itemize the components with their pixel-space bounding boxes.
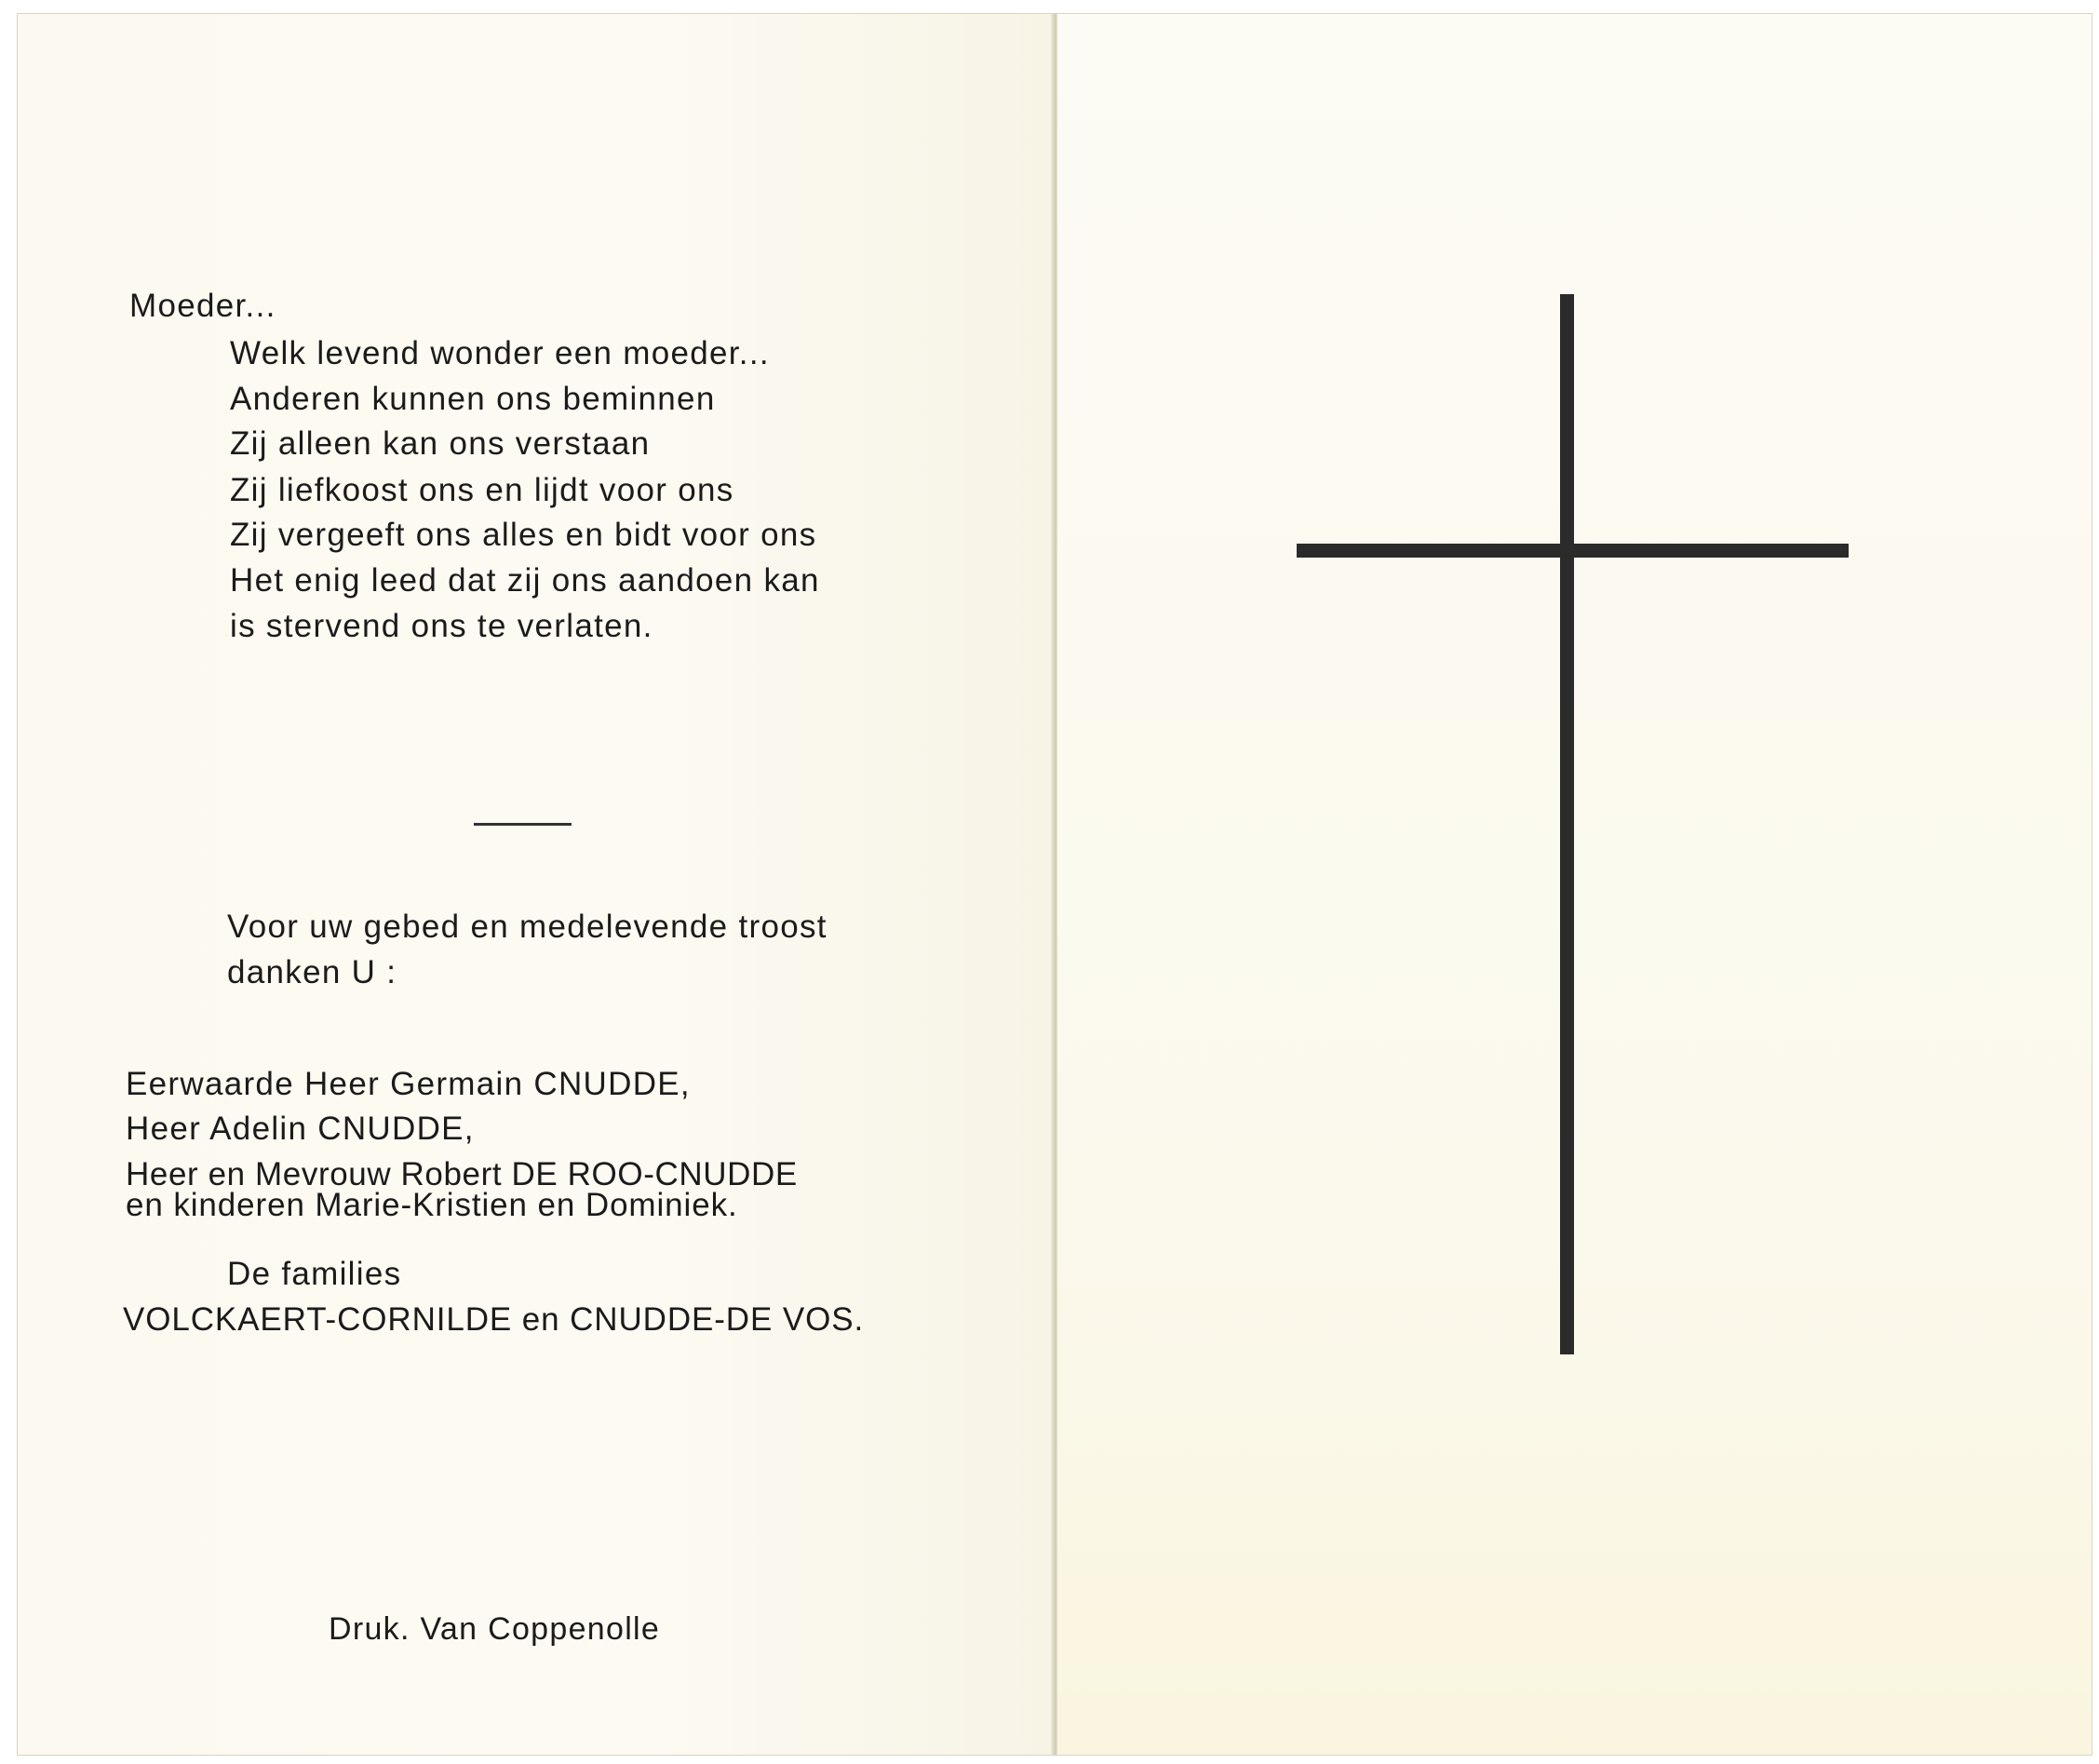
- poem-line: Welk levend wonder een moeder...: [230, 335, 770, 371]
- poem-line: Zij vergeeft ons alles en bidt voor ons: [230, 517, 817, 553]
- poem-line: Het enig leed dat zij ons aandoen kan: [230, 562, 820, 599]
- thanks-line: Voor uw gebed en medelevende troost: [227, 909, 827, 945]
- family-name: Heer Adelin CNUDDE,: [126, 1111, 475, 1147]
- poem-line: Anderen kunnen ons beminnen: [230, 381, 716, 417]
- memorial-card: [17, 13, 2092, 1756]
- family-name: Heer en Mevrouw Robert DE ROO-CNUDDE: [126, 1156, 798, 1192]
- right-panel: [1057, 14, 2092, 1755]
- poem-title: Moeder...: [129, 288, 276, 324]
- poem-line: Zij liefkoost ons en lijdt voor ons: [230, 472, 734, 508]
- poem-line: is stervend ons te verlaten.: [230, 608, 653, 644]
- printer-credit: Druk. Van Coppenolle: [329, 1611, 661, 1647]
- cross-vertical-beam: [1560, 294, 1574, 1354]
- poem-line: Zij alleen kan ons verstaan: [230, 425, 651, 462]
- families-label: De families: [227, 1256, 402, 1292]
- family-name: Eerwaarde Heer Germain CNUDDE,: [126, 1066, 691, 1102]
- family-name: en kinderen Marie-Kristien en Dominiek.: [126, 1187, 738, 1223]
- cross-horizontal-beam: [1297, 544, 1849, 558]
- families-names: VOLCKAERT-CORNILDE en CNUDDE-DE VOS.: [123, 1301, 865, 1338]
- section-divider: [474, 823, 572, 826]
- thanks-line: danken U :: [227, 954, 397, 990]
- left-panel: [18, 14, 1054, 1755]
